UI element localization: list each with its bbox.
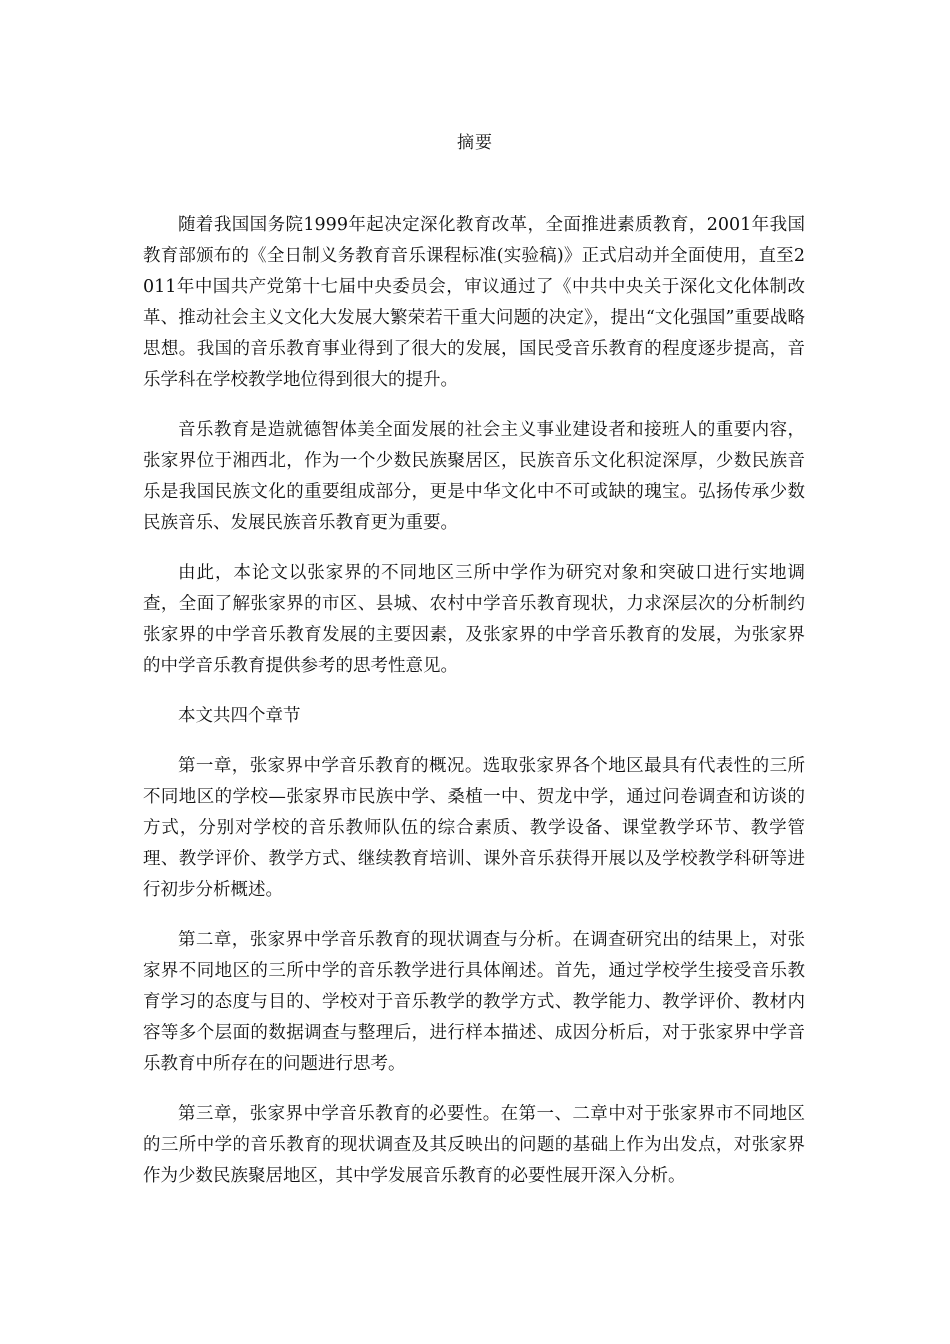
paragraph-music-education-importance: 音乐教育是造就德智体美全面发展的社会主义事业建设者和接班人的重要内容，张家界位于湘西北，作为一个少数民族聚居区，民族音乐文化积淀深厚，少数民族音乐是我国民族文化的重要组成部分，更是中华文化中不可或缺的瑰宝。弘扬传承少数民族音乐、发展民族音乐教育更为重要。 xyxy=(143,420,805,533)
abstract-body xyxy=(143,210,805,1211)
paragraph-chapter-three: 第三章，张家界中学音乐教育的必要性。在第一、二章中对于张家界市不同地区的三所中学的音乐教育的现状调查及其反映出的问题的基础上作为出发点，对张家界作为少数民族聚居地区，其中学发展音乐教育的必要性展开深入分析。 xyxy=(143,1104,805,1186)
paragraph-chapter-two: 第二章，张家界中学音乐教育的现状调查与分析。在调查研究出的结果上，对张家界不同地区的三所中学的音乐教学进行具体阐述。首先，通过学校学生接受音乐教育学习的态度与目的、学校对于音乐教学的教学方式、教学能力、教学评价、教材内容等多个层面的数据调查与整理后，进行样本描述、成因分析后，对于张家界中学音乐教育中所存在的问题进行思考。 xyxy=(143,930,805,1074)
paragraph-chapter-one: 第一章，张家界中学音乐教育的概况。选取张家界各个地区最具有代表性的三所不同地区的学校—张家界市民族中学、桑植一中、贺龙中学，通过问卷调查和访谈的方式，分别对学校的音乐教师队伍的综合素质、教学设备、课堂教学环节、教学管理、教学评价、教学方式、继续教育培训、课外音乐获得开展以及学校教学科研等进行初步分析概述。 xyxy=(143,756,805,900)
paragraph-chapter-count: 本文共四个章节 xyxy=(178,706,301,726)
paragraph-education-reform: 随着我国国务院1999年起决定深化教育改革，全面推进素质教育，2001年我国教育部颁布的《全日制义务教育音乐课程标准(实验稿)》正式启动并全面使用，直至2011年中国共产党第十七届中央委员会，审议通过了《中共中央关于深化文化体制改革、推动社会主义文化大发展大繁荣若干重大问题的决定》，提出“文化强国”重要战略思想。我国的音乐教育事业得到了很大的发展，国民受音乐教育的程度逐步提高，音乐学科在学校教学地位得到很大的提升。 xyxy=(143,215,805,390)
abstract-title: 摘要 xyxy=(457,133,493,153)
paragraph-research-purpose: 由此，本论文以张家界的不同地区三所中学作为研究对象和突破口进行实地调查，全面了解张家界的市区、县城、农村中学音乐教育现状，力求深层次的分析制约张家界的中学音乐教育发展的主要因素，及张家界的中学音乐教育的发展，为张家界的中学音乐教育提供参考的思考性意见。 xyxy=(143,563,805,676)
